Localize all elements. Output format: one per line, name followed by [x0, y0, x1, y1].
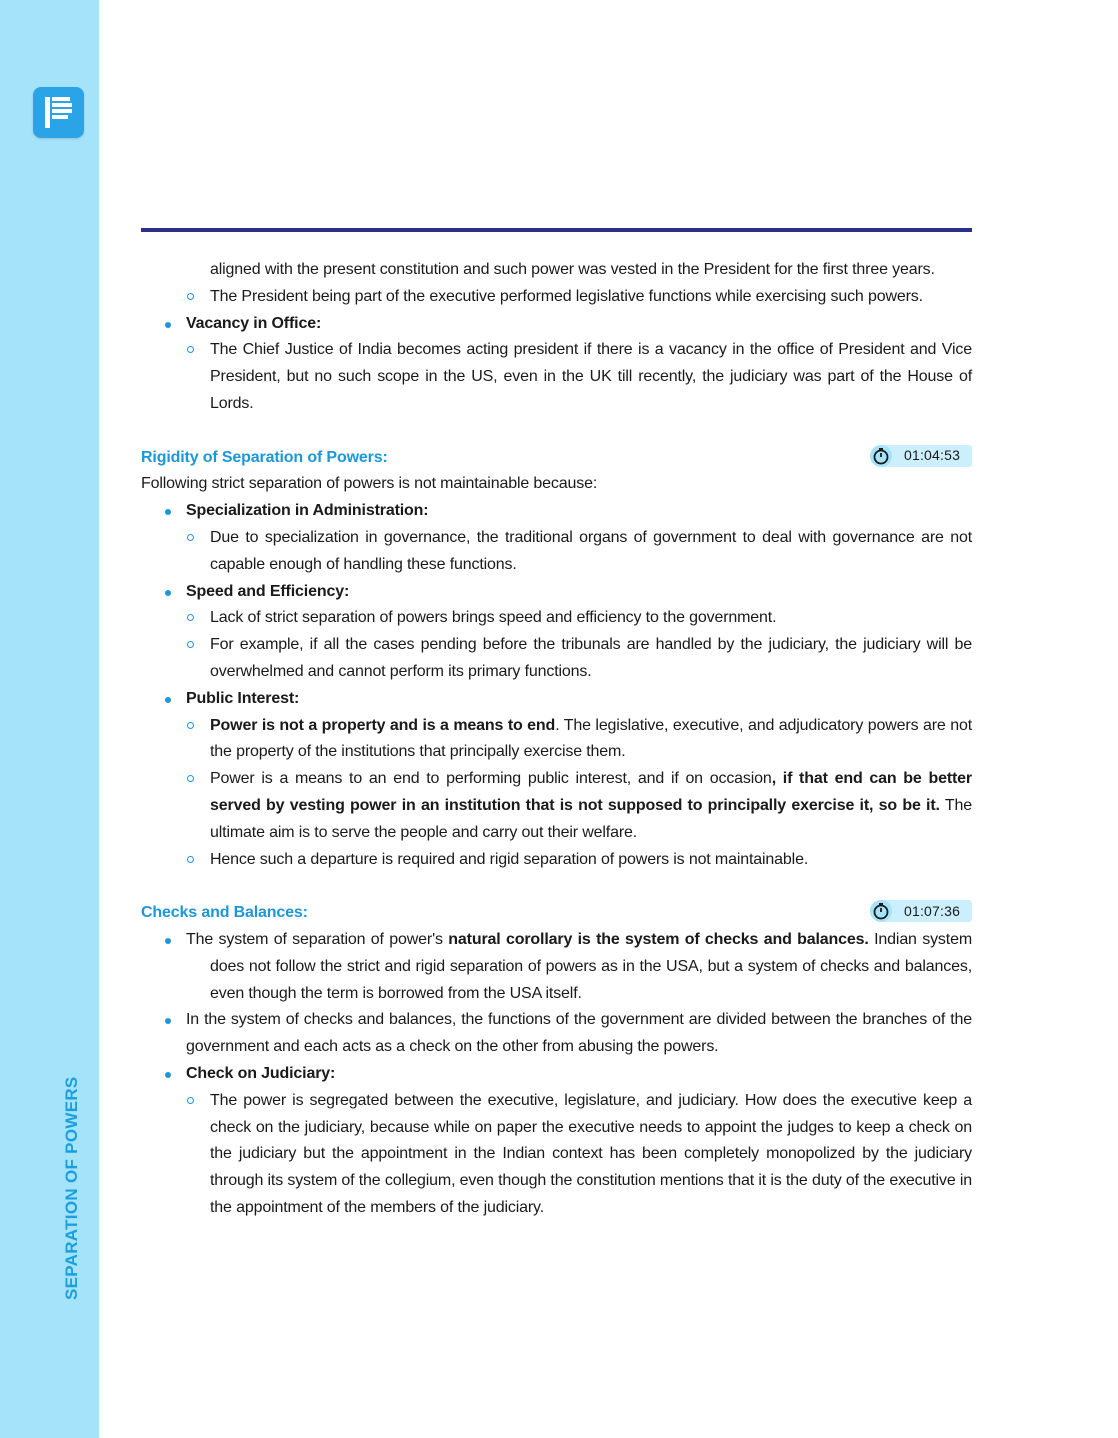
list-item: Specialization in Administration: — [141, 498, 972, 525]
list-item: Power is not a property and is a means to end. The legislative, executive, and adjudicatory powers are not the property of the institutions that principally exercise them. — [141, 713, 972, 767]
stopwatch-icon — [870, 445, 892, 467]
section-header-rigidity — [141, 445, 972, 472]
section-header-checks — [141, 900, 972, 927]
p-logo-icon — [33, 87, 84, 138]
list-item: Speed and Efficiency: — [141, 579, 972, 606]
header-rule — [141, 228, 972, 232]
list-item: The power is segregated between the executive, legislature, and judiciary. How does the executive keep a check on the judiciary, because while on paper the executive needs to appoint the judges to keep a check on the judiciary but the appointment in the Indian context has been completely monopolized by the judiciary through its system of the collegium, even though the constitution mentions that it is the duty of the executive in the appointment of the members of the judiciary. — [141, 1088, 972, 1222]
video-timestamp[interactable] — [870, 445, 972, 467]
sidebar — [0, 0, 99, 1438]
list-item: Power is a means to an end to performing public interest, and if on occasion, if that end can be better served by vesting power in an institution that is not supposed to principally exercise it, so be it. The ultimate aim is to serve the people and carry out their welfare. — [141, 766, 972, 846]
list-item: In the system of checks and balances, the functions of the government are divided between the branches of the government and each acts as a check on the other from abusing the powers. — [141, 1007, 972, 1061]
list-item: Public Interest: — [141, 686, 972, 713]
paragraph: Following strict separation of powers is not maintainable because: — [141, 475, 598, 493]
list-item: For example, if all the cases pending before the tribunals are handled by the judiciary, the judiciary will be overwhelmed and cannot perform its primary functions. — [141, 632, 972, 686]
list-item: The system of separation of power's natural corollary is the system of checks and balances. Indian system does not follow the strict and rigid separation of powers as in the USA, but a system of checks and balances, even though the term is borrowed from the USA itself. — [141, 927, 972, 1007]
list-item: aligned with the present constitution and such power was vested in the President for the first three years. — [210, 261, 935, 278]
list-item: Check on Judiciary: — [141, 1061, 972, 1088]
stopwatch-icon — [870, 900, 892, 922]
timestamp-text: 01:07:36 — [904, 902, 961, 919]
main-content — [141, 257, 972, 1222]
section-heading: Rigidity of Separation of Powers: — [141, 448, 388, 466]
timestamp-text: 01:04:53 — [904, 447, 961, 464]
list-item: The President being part of the executive performed legislative functions while exercising such powers. — [141, 284, 972, 311]
list-item: Due to specialization in governance, the traditional organs of government to deal with governance are not capable enough of handling these functions. — [141, 525, 972, 579]
list-item: Lack of strict separation of powers brings speed and efficiency to the government. — [141, 605, 972, 632]
sidebar-vertical-label: SEPARATION OF POWERS — [62, 1076, 81, 1300]
list-item: The Chief Justice of India becomes acting president if there is a vacancy in the office of President and Vice President, but no such scope in the US, even in the UK till recently, the judiciary was part of the House of Lords. — [141, 337, 972, 417]
video-timestamp[interactable] — [870, 900, 972, 922]
list-item: Vacancy in Office: — [141, 311, 972, 338]
section-heading: Checks and Balances: — [141, 904, 308, 922]
list-item: Hence such a departure is required and rigid separation of powers is not maintainable. — [141, 847, 972, 874]
